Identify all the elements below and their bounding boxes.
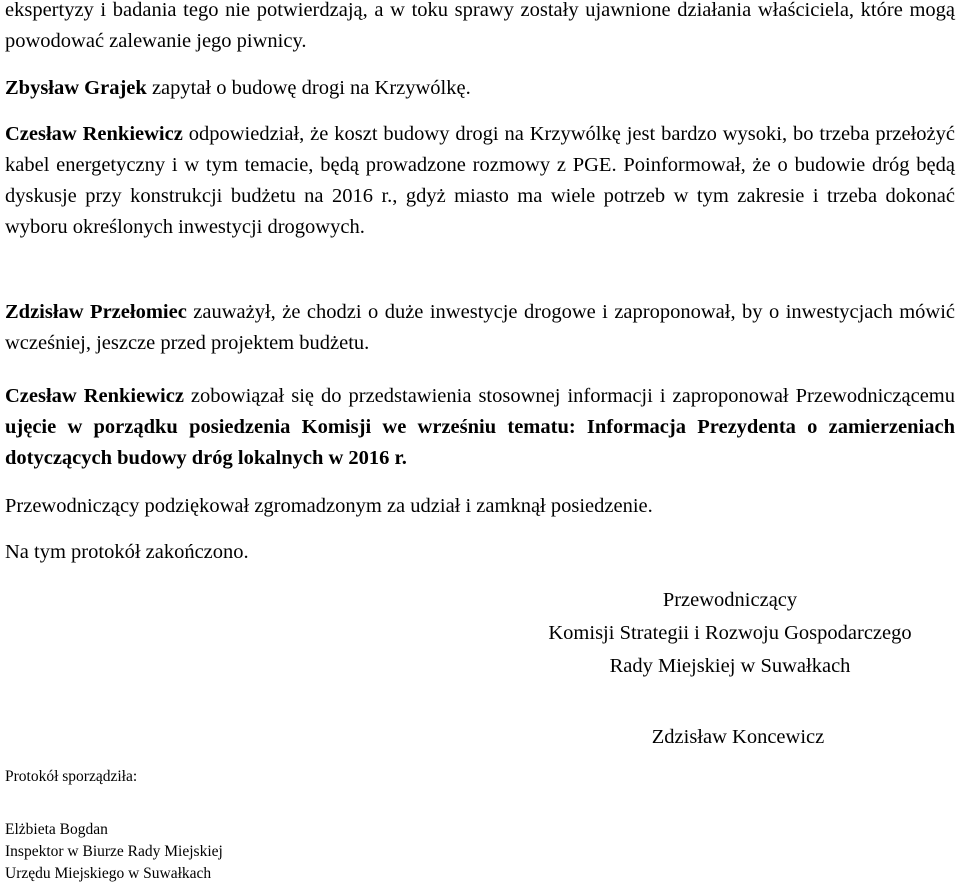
- paragraph-renkiewicz-answer: [5, 119, 955, 243]
- protocol-label-text: Protokół sporządziła:: [5, 768, 138, 785]
- paragraph-renkiewicz-proposal-text: zobowiązał się do przedstawienia stosownej informacji i zaproponował Przewodniczącemu: [183, 385, 955, 407]
- paragraph-renkiewicz-proposal: [5, 381, 955, 474]
- chairman-signature-block: [480, 584, 960, 683]
- signature-title: Przewodniczący: [662, 589, 798, 611]
- paragraph-grajek-text: zapytał o budowę drogi na Krzywólkę.: [146, 77, 471, 99]
- paragraph-renkiewicz-answer-text: odpowiedział, że koszt budowy drogi na Krzywólkę jest bardzo wysoki, bo trzeba przełożyć kabel energetyczny i w tym temacie, będą prowadzone rozmowy z PGE. Poinformował, że o budowie dróg będą dyskusje przy konstrukcji budżetu na 2016 r., gdyż miasto ma wiele potrzeb w tym zakresie i trzeba dokonać wyboru określonych inwestycji drogowych.: [5, 123, 955, 238]
- speaker-name: Czesław Renkiewicz: [5, 123, 183, 145]
- protocol-author-name: Elżbieta Bogdan: [5, 821, 108, 838]
- paragraph-expertise: [5, 0, 955, 57]
- protocol-author-office: Urzędu Miejskiego w Suwałkach: [5, 865, 212, 882]
- paragraph-przelomiec-text: zauważył, że chodzi o duże inwestycje drogowe i zaproponował, by o inwestycjach mówić wcześniej, jeszcze przed projektem budżetu.: [5, 301, 955, 354]
- paragraph-ending-text: Na tym protokół zakończono.: [5, 541, 249, 563]
- protocol-author-block: [5, 819, 223, 885]
- paragraph-closing-text: Przewodniczący podziękował zgromadzonym za udział i zamknął posiedzenie.: [5, 495, 653, 517]
- signature-committee: Komisji Strategii i Rozwoju Gospodarczego: [548, 622, 912, 644]
- paragraph-ending: [5, 537, 955, 568]
- paragraph-expertise-text: ekspertyzy i badania tego nie potwierdzają, a w toku sprawy zostały ujawnione działania właściciela, które mogą powodować zalewanie jego piwnicy.: [5, 0, 955, 52]
- paragraph-grajek: [5, 73, 955, 104]
- signature-council: Rady Miejskiej w Suwałkach: [609, 655, 851, 677]
- agenda-proposal: ujęcie w porządku posiedzenia Komisji we wrześniu tematu: Informacja Prezydenta o zamierzeniach dotyczących budowy dróg lokalnych w 2016 r.: [5, 416, 955, 469]
- chairman-name: [488, 721, 960, 754]
- speaker-name: Zdzisław Przełomiec: [5, 301, 187, 323]
- speaker-name: Czesław Renkiewicz: [5, 385, 184, 407]
- speaker-name: Zbysław Grajek: [5, 77, 147, 99]
- protocol-label: [5, 766, 137, 788]
- protocol-author-position: Inspektor w Biurze Rady Miejskiej: [5, 843, 223, 860]
- signature-name: Zdzisław Koncewicz: [651, 726, 825, 748]
- paragraph-przelomiec: [5, 297, 955, 359]
- paragraph-closing: [5, 491, 955, 522]
